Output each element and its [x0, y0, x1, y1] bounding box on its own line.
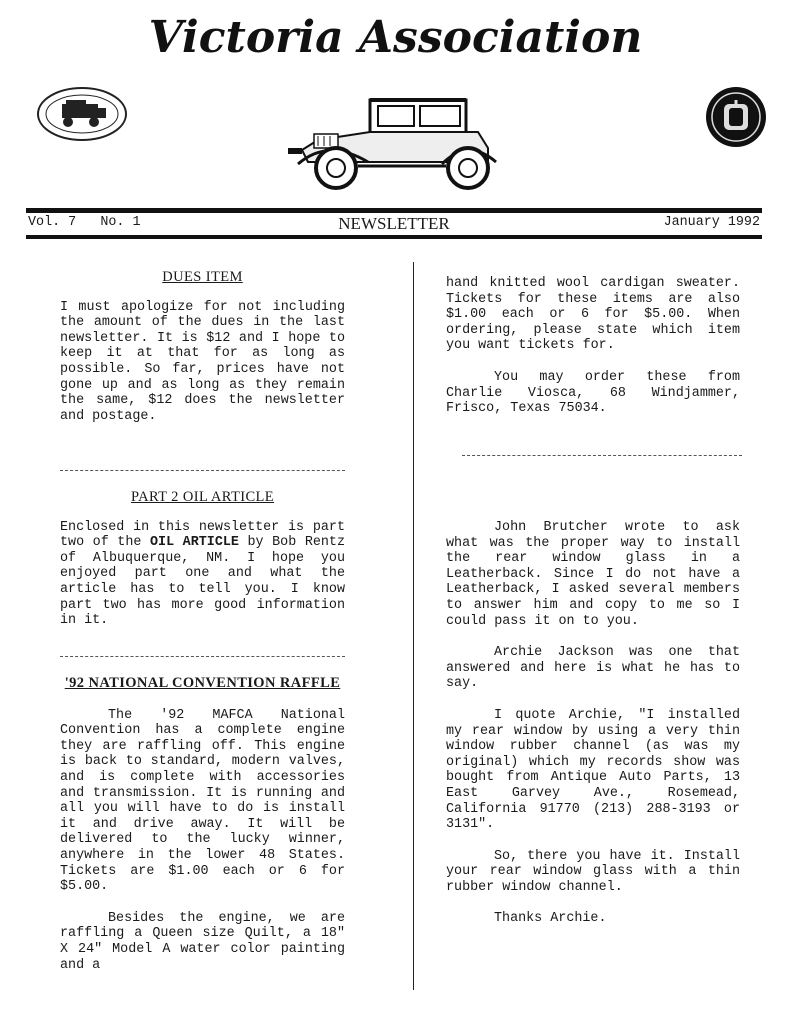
raffle-paragraph-1: The '92 MAFCA National Convention has a complete engine they are raffling off. This engine is back to standard, modern valves, and is complete with accessories and transmission. It is running and all you will have to do is install it and drive away. It will be delivered to the lucky winner, anywhere in the lower 48 States. Tickets are $1.00 each or 6 for $5.00.: [60, 707, 345, 895]
oil-body-bold: OIL ARTICLE: [150, 535, 239, 551]
section-divider-3: [462, 455, 742, 456]
oil-body-text-2: by Bob Rentz of Albuquerque, NM. I hope you enjoyed part one and what the article has to tell you. I know part two has more good information in it.: [60, 535, 345, 629]
raffle-paragraph-2: Besides the engine, we are raffling a Queen size Quilt, a 18" X 24" Model A water color painting and a: [60, 910, 345, 973]
oil-body-text-1: Enclosed in this newsletter is part two of the: [60, 519, 345, 551]
window-paragraph-4: So, there you have it. Install your rear window glass with a thin rubber window channel.: [446, 848, 740, 895]
order-info: You may order these from Charlie Viosca, 68 Windjammer, Frisco, Texas 75034.: [446, 369, 740, 417]
issue-number-label: No. 1: [100, 215, 141, 230]
window-paragraph-2: Archie Jackson was one that answered and here is what he has to say.: [446, 645, 740, 692]
oil-article-section: [60, 490, 345, 629]
section-divider-1: [60, 470, 345, 471]
issue-date: January 1992: [663, 215, 760, 230]
raffle-continued-section: [446, 276, 740, 417]
raffle-heading: '92 NATIONAL CONVENTION RAFFLE: [64, 675, 341, 691]
masthead-info-row: [28, 215, 760, 233]
newsletter-label: NEWSLETTER: [338, 214, 450, 233]
column-divider: [413, 262, 414, 990]
dues-body: I must apologize for not including the amount of the dues in the last newsletter. It is $12 and I hope to keep it at that for as long as possible. So far, prices have not gone up and as long as they remain the same, $12 does the newsletter and postage.: [60, 299, 345, 424]
vintage-car-illustration-icon: [278, 92, 510, 192]
window-paragraph-3: I quote Archie, "I installed my rear window by using a very thin window rubber channel (as was my original) which my records show was bought from Antique Auto Parts, 13 East Garvey Ave., Rosemead, California 91770 (213) 288-3193 or 3131".: [446, 707, 740, 833]
masthead-bottom-rule: [26, 235, 762, 239]
dues-heading: DUES ITEM: [162, 269, 243, 285]
window-paragraph-5: Thanks Archie.: [494, 911, 607, 927]
section-divider-2: [60, 656, 345, 657]
model-a-club-emblem-icon: [36, 86, 128, 142]
rear-window-section: [446, 520, 740, 927]
raffle-continued-body: hand knitted wool cardigan sweater. Tickets for these items are also $1.00 each or 6 for $5.00. When ordering, please state which item you want tickets for.: [446, 276, 740, 354]
dues-section: [60, 270, 345, 424]
window-paragraph-1: John Brutcher wrote to ask what was the proper way to install the rear window glass in a Leatherback. Since I do not have a Leatherback, I asked several members to answer him and copy to me so I could pass it on to you.: [446, 520, 740, 629]
newsletter-title: Victoria Association: [148, 12, 643, 63]
round-club-emblem-icon: [704, 86, 768, 148]
masthead-top-rule: [26, 208, 762, 213]
volume-label: Vol. 7: [28, 215, 77, 230]
raffle-section: [60, 676, 345, 973]
oil-body: [60, 520, 345, 629]
oil-heading: PART 2 OIL ARTICLE: [130, 489, 275, 505]
